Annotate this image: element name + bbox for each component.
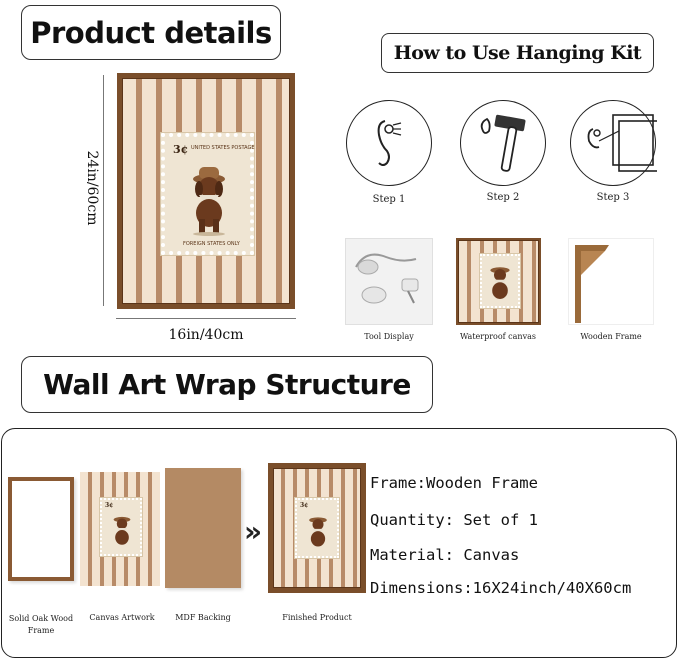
structure-title: Wall Art Wrap Structure bbox=[43, 368, 411, 401]
canvas-dog-illustration bbox=[106, 508, 138, 550]
step-3-label: Step 3 bbox=[596, 192, 630, 203]
waterproof-canvas-label: Waterproof canvas bbox=[460, 332, 536, 341]
step-1-label: Step 1 bbox=[372, 194, 406, 205]
spec-material: Material: Canvas bbox=[370, 546, 520, 564]
height-dimension-label: 24in/60cm bbox=[84, 150, 100, 226]
frame-corner-icon bbox=[569, 239, 655, 326]
oak-frame-part bbox=[8, 477, 74, 581]
product-frame bbox=[117, 73, 295, 309]
stamp-top-text: UNITED STATES POSTAGE bbox=[191, 145, 255, 151]
finished-dog-illustration bbox=[301, 508, 335, 552]
waterproof-canvas-image bbox=[456, 238, 541, 325]
mdf-backing-label: MDF Backing bbox=[175, 613, 231, 622]
canvas-artwork-part bbox=[80, 472, 160, 586]
oak-frame-label: Solid Oak Wood Frame bbox=[8, 614, 74, 635]
width-dimension-label: 16in/40cm bbox=[168, 327, 244, 343]
spec-frame: Frame:Wooden Frame bbox=[370, 474, 538, 492]
stamp-artwork bbox=[161, 133, 254, 255]
hanging-kit-title: How to Use Hanging Kit bbox=[393, 42, 642, 64]
step-3-circle bbox=[570, 100, 656, 186]
finished-product-part bbox=[268, 463, 366, 593]
finished-stamp-price: 3¢ bbox=[300, 502, 309, 509]
structure-title-box bbox=[21, 356, 433, 413]
tool-display-label: Tool Display bbox=[364, 332, 414, 341]
canvas-artwork-label: Canvas Artwork bbox=[89, 613, 155, 622]
waterproof-stamp bbox=[480, 254, 520, 308]
wooden-frame-image bbox=[568, 238, 654, 325]
wall-hook-icon bbox=[347, 101, 433, 187]
finished-product-label: Finished Product bbox=[282, 613, 352, 622]
dog-mini-illustration bbox=[482, 256, 518, 306]
stamp-bottom-text: FOREIGN STATES ONLY bbox=[183, 241, 240, 247]
hammer-icon bbox=[461, 101, 547, 187]
step-1-circle bbox=[346, 100, 432, 186]
step-2-circle bbox=[460, 100, 546, 186]
hanging-kit-title-box bbox=[381, 33, 654, 73]
dog-illustration bbox=[179, 157, 239, 237]
spec-quantity: Quantity: Set of 1 bbox=[370, 511, 538, 529]
hang-frame-icon bbox=[571, 101, 657, 187]
finished-stamp bbox=[295, 498, 339, 558]
mdf-backing-part bbox=[165, 468, 241, 588]
step-2-label: Step 2 bbox=[486, 192, 520, 203]
spec-dimensions: Dimensions:16X24inch/40X60cm bbox=[370, 579, 632, 597]
tool-display-image bbox=[345, 238, 433, 325]
stamp-price: 3¢ bbox=[173, 143, 189, 156]
product-details-title-box bbox=[21, 5, 281, 60]
canvas-stamp bbox=[100, 498, 142, 556]
width-dimension-line bbox=[116, 318, 296, 319]
arrow-icon: » bbox=[244, 515, 263, 548]
height-dimension-line bbox=[103, 75, 104, 306]
product-details-title: Product details bbox=[30, 15, 272, 50]
canvas-stamp-price: 3¢ bbox=[105, 502, 114, 509]
hanging-tools-icon bbox=[346, 239, 434, 326]
wooden-frame-label: Wooden Frame bbox=[580, 332, 642, 341]
